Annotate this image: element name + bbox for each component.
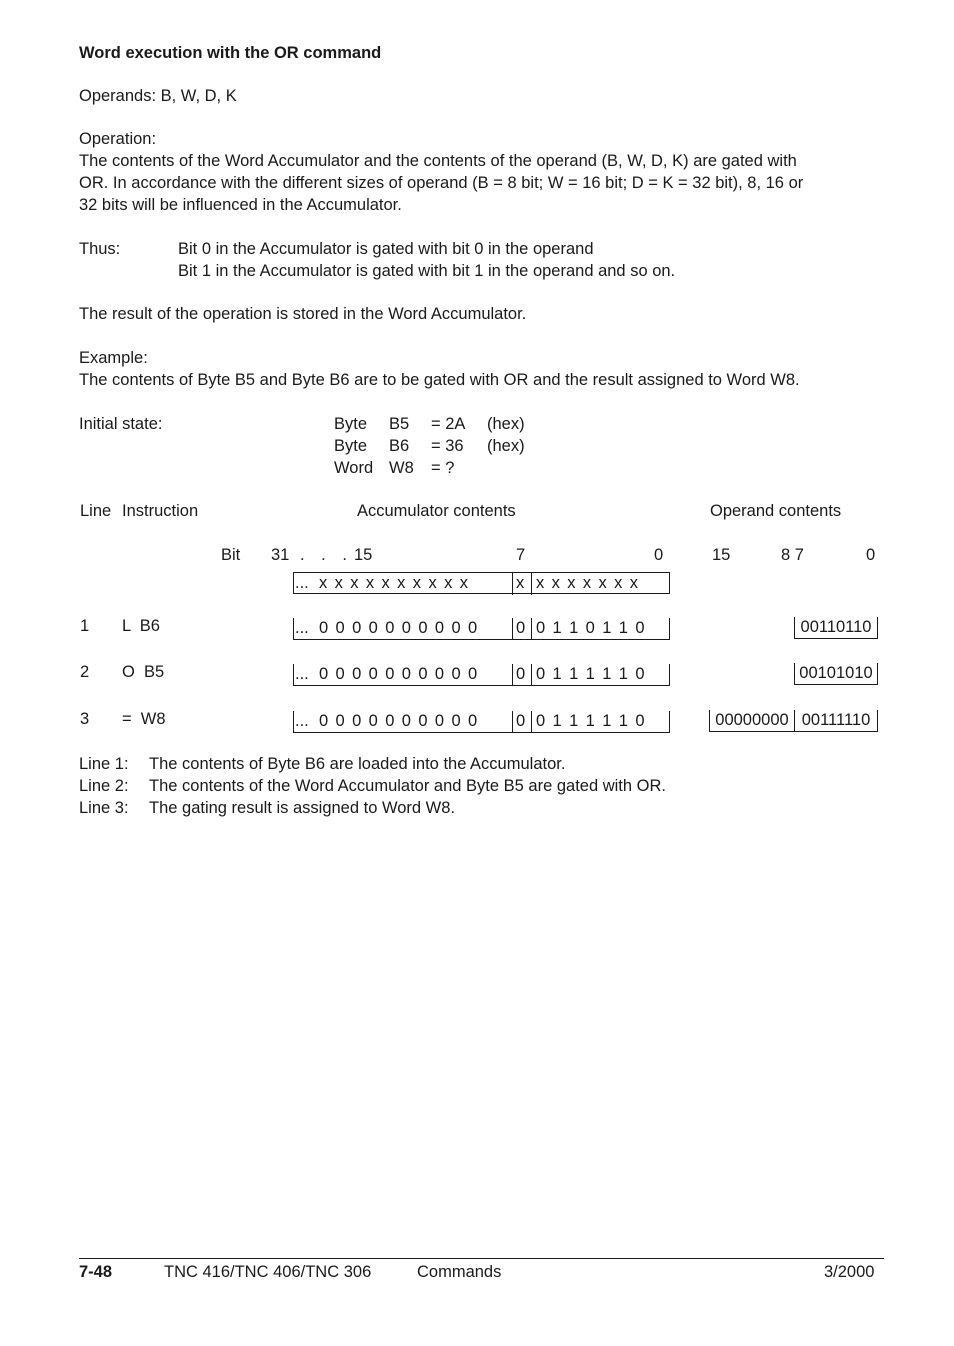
state-value: = 36 [431, 437, 464, 455]
acc-prefix: ... [295, 574, 309, 592]
note-label: Line 3: [79, 799, 129, 817]
state-value: = 2A [431, 415, 466, 433]
bit-15: 15 [354, 546, 373, 564]
bit-7: 7 [516, 546, 526, 564]
operand-low-byte: 00110110 [794, 617, 878, 639]
acc-low-bits: 0 1 1 1 1 1 0 [536, 665, 646, 683]
row-instruction: L B6 [122, 617, 160, 635]
col-header-line: Line [80, 502, 112, 520]
acc-bit-8: 0 [516, 619, 526, 637]
page-title: Word execution with the OR command [79, 44, 382, 62]
accumulator-contents [293, 618, 670, 640]
state-unit: (hex) [487, 415, 525, 433]
operand-bit-15: 15 [712, 546, 731, 564]
acc-prefix: ... [295, 712, 309, 730]
row-instruction: O B5 [122, 663, 165, 681]
footer-rule [79, 1258, 884, 1259]
operand-bit-8-7: 8 7 [781, 546, 804, 564]
initial-state-label: Initial state: [79, 415, 163, 433]
operation-text-line: 32 bits will be influenced in the Accumulator. [79, 196, 402, 214]
example-text: The contents of Byte B5 and Byte B6 are to be gated with OR and the result assigned to Word W8. [79, 371, 800, 389]
note-text: The gating result is assigned to Word W8. [149, 799, 456, 817]
state-name: B6 [389, 437, 410, 455]
state-value: = ? [431, 459, 455, 477]
state-name: B5 [389, 415, 410, 433]
state-type: Word [334, 459, 374, 477]
acc-prefix: ... [295, 619, 309, 637]
row-instruction: = W8 [122, 710, 166, 728]
acc-bit-8: x [516, 574, 525, 592]
operand-bit-0: 0 [866, 546, 876, 564]
footer-page-number: 7-48 [79, 1263, 113, 1281]
operation-text-line: OR. In accordance with the different sizes of operand (B = 8 bit; W = 16 bit; D = K = 32 bit), 8, 16 or [79, 174, 804, 192]
thus-label: Thus: [79, 240, 121, 258]
acc-upper-bits: 0 0 0 0 0 0 0 0 0 0 [319, 712, 479, 730]
operand-high-byte: 00000000 [709, 710, 795, 732]
row-line-number: 3 [80, 710, 90, 728]
thus-line: Bit 1 in the Accumulator is gated with bit 1 in the operand and so on. [178, 262, 676, 280]
footer-section: Commands [417, 1263, 502, 1281]
note-label: Line 1: [79, 755, 129, 773]
state-unit: (hex) [487, 437, 525, 455]
state-name: W8 [389, 459, 414, 477]
acc-low-bits: 0 1 1 0 1 1 0 [536, 619, 646, 637]
bit-31: 31 [271, 546, 290, 564]
row-line-number: 1 [80, 617, 90, 635]
bit-0: 0 [654, 546, 664, 564]
operation-text-line: The contents of the Word Accumulator and the contents of the operand (B, W, D, K) are gated with [79, 152, 797, 170]
col-header-instruction: Instruction [122, 502, 199, 520]
footer-date: 3/2000 [824, 1263, 875, 1281]
operands-text: Operands: B, W, D, K [79, 87, 237, 105]
accumulator-contents [293, 711, 670, 733]
thus-line: Bit 0 in the Accumulator is gated with bit 0 in the operand [178, 240, 594, 258]
operand-low-byte: 00101010 [794, 663, 878, 685]
acc-low-bits: 0 1 1 1 1 1 0 [536, 712, 646, 730]
acc-prefix: ... [295, 665, 309, 683]
example-label: Example: [79, 349, 148, 367]
acc-upper-bits: 0 0 0 0 0 0 0 0 0 0 [319, 619, 479, 637]
bit-dots: . . . [300, 546, 353, 564]
col-header-accumulator: Accumulator contents [357, 502, 516, 520]
state-type: Byte [334, 437, 368, 455]
col-header-operand: Operand contents [710, 502, 842, 520]
accumulator-contents [293, 664, 670, 686]
note-label: Line 2: [79, 777, 129, 795]
footer-product: TNC 416/TNC 406/TNC 306 [164, 1263, 372, 1281]
row-line-number: 2 [80, 663, 90, 681]
acc-bit-8: 0 [516, 665, 526, 683]
acc-low-bits: x x x x x x x [536, 574, 640, 592]
bit-label: Bit [221, 546, 241, 564]
operand-low-byte: 00111110 [794, 710, 878, 732]
acc-upper-bits: 0 0 0 0 0 0 0 0 0 0 [319, 665, 479, 683]
acc-bit-8: 0 [516, 712, 526, 730]
note-text: The contents of the Word Accumulator and Byte B5 are gated with OR. [149, 777, 666, 795]
acc-upper-bits: x x x x x x x x x x [319, 574, 470, 592]
accumulator-bit-pattern [293, 572, 670, 594]
note-text: The contents of Byte B6 are loaded into the Accumulator. [149, 755, 566, 773]
operation-label: Operation: [79, 130, 157, 148]
result-text: The result of the operation is stored in the Word Accumulator. [79, 305, 527, 323]
state-type: Byte [334, 415, 368, 433]
